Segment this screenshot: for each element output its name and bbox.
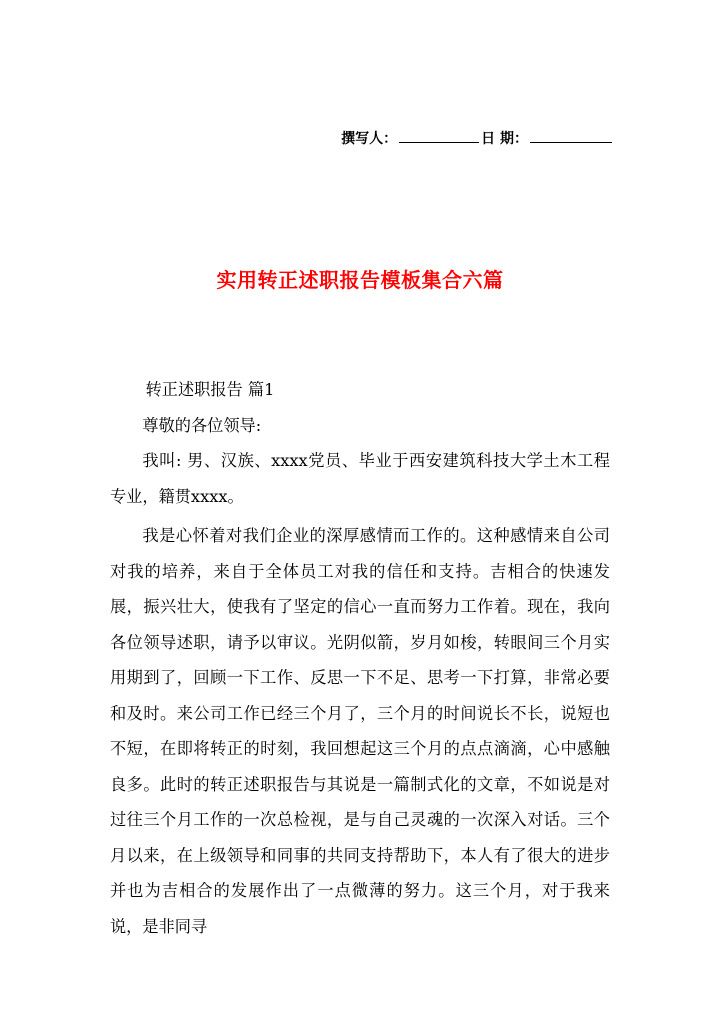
- document-title: 实用转正述职报告模板集合六篇: [216, 268, 504, 292]
- body-paragraph: 我是心怀着对我们企业的深厚感情而工作的。这种感情来自公司对我的培养，来自于全体员工对我的信任和支持。吉相合的快速发展，振兴壮大，使我有了坚定的信心一直而努力工作着。现在，我向各位领导述职，请予以审议。光阴似箭，岁月如梭，转眼间三个月实用期到了，回顾一下工作、反思一下不足、思考一下打算，非常必要和及时。来公司工作已经三个月了，三个月的时间说长不长，说短也不短，在即将转正的时刻，我回想起这三个月的点点滴滴，心中感触良多。此时的转正述职报告与其说是一篇制式化的文章，不如说是对过往三个月工作的一次总检视，是与自己灵魂的一次深入对话。三个月以来，在上级领导和同事的共同支持帮助下，本人有了很大的进步并也为吉相合的发展作出了一点微薄的努力。这三个月，对于我来说，是非同寻: [110, 526, 610, 936]
- date-label: 日 期：: [481, 131, 528, 147]
- date-blank-field: [530, 128, 612, 143]
- salutation-paragraph: 尊敬的各位领导:: [142, 415, 262, 435]
- author-blank-field: [399, 128, 479, 143]
- section-heading: 转正述职报告 篇1: [145, 380, 275, 399]
- document-body: [110, 372, 610, 944]
- author-date-line: [341, 128, 612, 148]
- intro-paragraph: 我叫: 男、汉族、xxxx党员、毕业于西安建筑科技大学土木工程专业，籍贯xxxx。: [110, 451, 610, 506]
- author-label: 撰写人：: [341, 131, 398, 147]
